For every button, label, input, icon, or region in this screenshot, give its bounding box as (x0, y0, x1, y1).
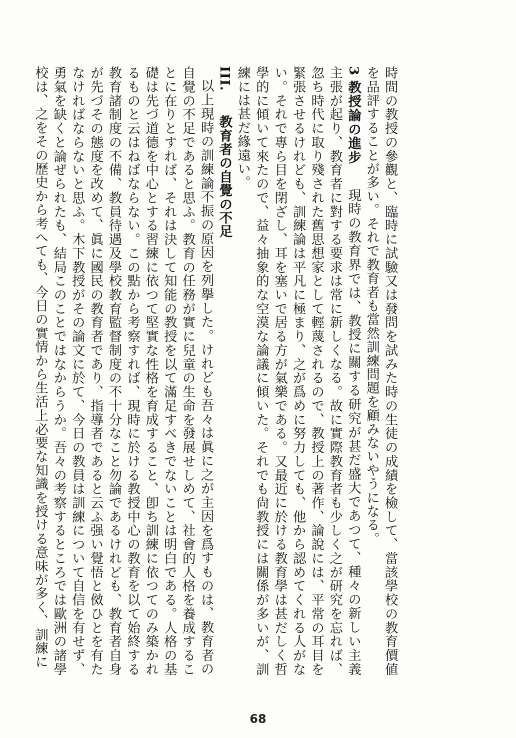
text-columns (30, 66, 398, 676)
section-III-heading (214, 66, 232, 676)
intro-text: 時間の教授の參觀と、臨時に試驗又は發問を試みた時の生徒の成績を檢して、當該學校の教育價値を品評することが多い。それで教育者も當然訓練問題を顧みないやうになる。 (363, 66, 398, 676)
vertical-text-block (30, 66, 482, 676)
section-3-paragraph (232, 66, 361, 676)
section-III-heading-spacer (216, 96, 231, 110)
section-III-paragraph (30, 66, 214, 676)
section-III-title: 教育者の自覺の不足 (216, 115, 232, 239)
page-number: 68 (249, 712, 267, 726)
section-3-text: 現時の教育界では、教授に關する研究が甚だ盛大であつて、種々の新しい主義主張が起り、教育者に對する要求は常に新しくなる。故に實際教育者も少しく之が研究を忘れば、忽ち時代に取り殘された舊思想家として輕蔑されるので、教授上の著作、論說には、平常の耳目を緊張させるけれども、訓練論は平凡に極まり、之が爲めに努力しても、他から認めてくれる人がない。それで專ら目を閉ざし、耳を塞いで居る方が氣樂である。又最近に於ける教育學は甚だしく哲學的に傾いて來たので、益々抽象的な空漠な論議に傾いた。それでも尙教授には關係が多いが、訓練には甚だ緣遠い。 (234, 66, 361, 676)
section-III-text: 以上現時の訓練論不振の原因を列擧した。けれども吾々は眞に之が主因を爲すものは、教育者の自覺の不足であると思ふ。教育の任務が實に兒童の生命を發展せしめて、社會的人格を養成することに在りとすれば、それは決して知能の教授を以て滿足すべきでないことは明白である。人格の基礎は先づ道德を中心とする習練に依つて堅實な性格を育成すること、卽ち訓練に依つてのみ築かれるものと云はねばならない。この點から考察すれば、現時に於ける教授中心の教育を以て始終する教育諸制度の不備、教員待遇及學校教育監督制度の不十分なこと勿論であるけれども、教育者自身が先づその態度を改めて、眞に國民の教育者であり、指導者であると云ふ强い覺悟と傚ひとを有たなければならないと思ふ。木下教授がその論文に於て、今日の教員は訓練について自信を有せず、勇氣を缺くと論ぜられたも、結局このことではなからうか。吾々の考察するところでは歐洲の諸學校は、之をその歷史から考へても、今日の實情から生活上必要な知識を授ける意味が多く、訓練に (32, 66, 214, 676)
section-III-number: III. (216, 66, 232, 92)
section-3-title: 教授論の進步 (345, 80, 361, 165)
intro-paragraph (361, 66, 398, 676)
section-3-number: 3 (345, 66, 361, 76)
section-3-spacer (345, 169, 360, 183)
